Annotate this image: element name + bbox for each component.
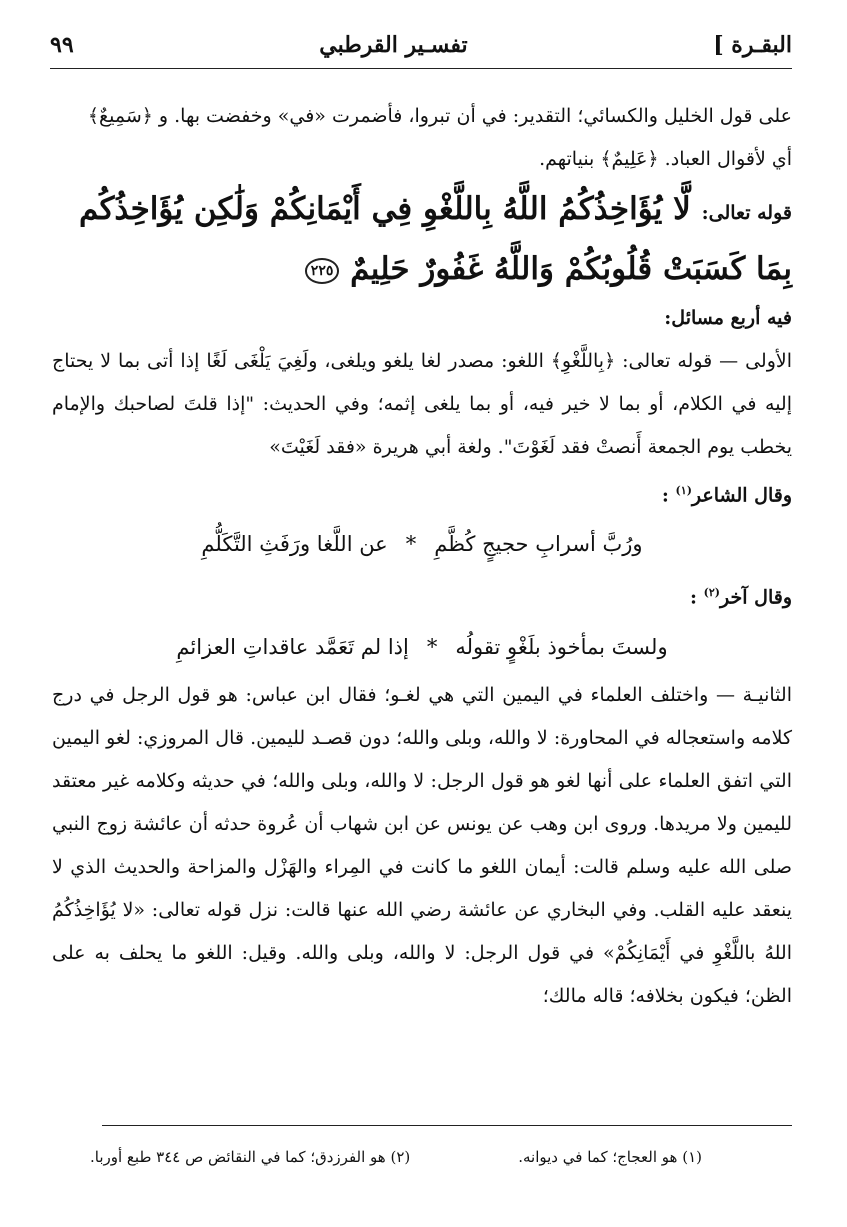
quran-verse-line-2: بِمَا كَسَبَتْ قُلُوبُكُمْ وَاللَّهُ غَفُورٌ حَلِيمٌ [350, 251, 792, 287]
footnote-divider [102, 1125, 792, 1126]
surah-label: البقـرة ] [713, 32, 792, 58]
issues-heading: فيه أربع مسائل: [664, 307, 792, 329]
page-body [52, 95, 792, 1018]
poet-intro-text: وقال الشاعر [691, 484, 792, 507]
hemistich: ورُبَّ أسرابِ حجيجٍ كُظَّمِ [434, 532, 643, 557]
quran-verse-continued [52, 241, 792, 297]
footnote-1: (١) هو العجاج؛ كما في ديوانه. [518, 1148, 702, 1166]
poet-intro: وقال الشاعر$^{(١)}$ : [661, 484, 792, 507]
verse-number-badge: ٢٢٥ [305, 258, 340, 284]
hemistich: إذا لم تَعَمَّد عاقداتِ العزائمِ [176, 634, 409, 659]
hemistich-separator: * [426, 634, 438, 659]
quran-intro: قوله تعالى: [701, 202, 792, 224]
second-issue-paragraph: الثانيـة — واختلف العلماء في اليمين التي هي لغـو؛ فقال ابن عباس: هو قول الرجل في درج كلامه واستعجاله في المحاورة: لا والله، وبلى والله؛ دون قصـد لليمين. قال المروزي: لغو اليمين التي اتفق العلماء على أنها لغو هو قول الرجل: لا والله، وبلى والله؛ في حديثه وكلامه غير معتقد لليمين ولا مريدها. وروى ابن وهب عن يونس عن ابن شهاب أن عُروة حدثه أن عائشة زوج النبي صلى الله عليه وسلم قالت: أيمان اللغو ما كانت في المِراء والهَزْل والمزاحة والحديث الذي لا ينعقد عليه القلب. وفي البخاري عن عائشة رضي الله عنها قالت: نزل قوله تعالى: «لا يُؤَاخِذُكُمُ اللهُ باللَّغْوِ في أَيْمَانِكُمْ» في قول الرجل: لا والله، وبلى والله. وقيل: اللغو ما يحلف به على الظن؛ فيكون بخلافه؛ قاله مالك؛ [52, 683, 792, 1007]
hemistich: ولستَ بمأخوذ بلَغْوٍ تقولُه [455, 634, 668, 659]
poet-intro-text: وقال آخر [720, 586, 792, 609]
footnote-ref: (١) [675, 484, 692, 497]
poem-verse [52, 517, 792, 571]
quran-verse-line-1: لَّا يُؤَاخِذُكُمُ اللَّهُ بِاللَّغْوِ فِي أَيْمَانِكُمْ وَلَٰكِن يُؤَاخِذُكُم [78, 191, 691, 227]
footnotes [90, 1148, 702, 1166]
page-number: ٩٩ [50, 32, 74, 58]
poet-intro: وقال آخر$^{(٢)}$ : [690, 586, 792, 609]
quran-verse [52, 181, 792, 241]
footnote-ref: (٢) [703, 586, 721, 600]
footnote-2: (٢) هو الفرزدق؛ كما في النقائض ص ٣٤٤ طبع أوربا. [90, 1148, 411, 1166]
hemistich-separator: * [405, 532, 417, 557]
running-head [50, 22, 792, 69]
poem-verse [52, 620, 792, 674]
hemistich: عن اللَّغا ورَفَثِ التَّكَلُّمِ [201, 532, 388, 557]
paragraph: أي لأقوال العباد. ﴿عَلِيمٌ﴾ بنياتهم. [539, 148, 792, 170]
first-issue-paragraph: الأولى — قوله تعالى: ﴿بِاللَّغْوِ﴾ اللغو: مصدر لغا يلغو ويلغى، ولَغِيَ يَلْغَى لَغًا إذا أتى بما لا يحتاج إليه في الكلام، أو بما لا خير فيه، أو بما يلغى إثمه؛ وفي الحديث: "إذا قلتَ لصاحبك والإمام يخطب يوم الجمعة أَنصتْ فقد لَغَوْتَ". ولغة أبي هريرة «فقد لَغَيْتَ» [52, 350, 792, 458]
book-title: تفسـير القرطبي [319, 32, 468, 58]
paragraph: على قول الخليل والكسائي؛ التقدير: في أن تبروا، فأضمرت «في» وخفضت بها. و ﴿سَمِيعٌ﴾ [87, 105, 792, 127]
